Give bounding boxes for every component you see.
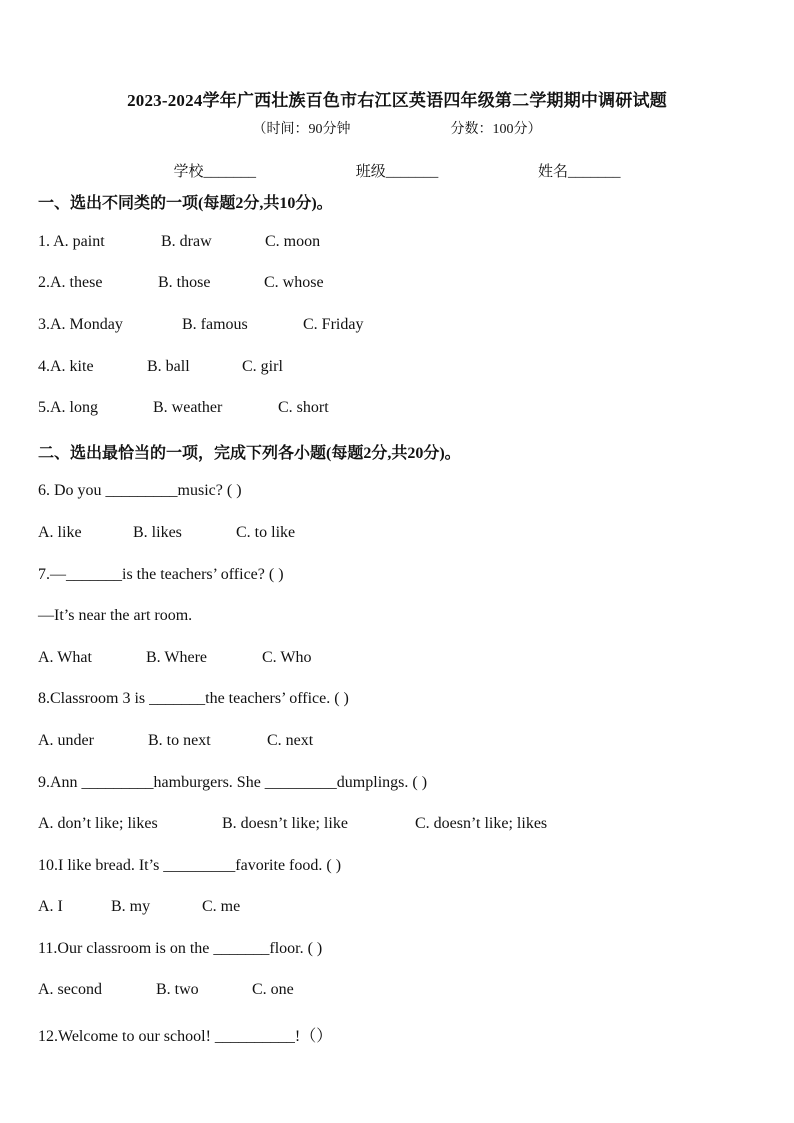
question-7-stem: 7.—_______is the teachers’ office? ( )	[38, 566, 284, 583]
q8-option-c: C. next	[267, 732, 314, 749]
q3-option-b: B. famous	[182, 316, 248, 333]
q4-option-a: 4.A. kite	[38, 358, 94, 375]
q2-option-a: 2.A. these	[38, 274, 103, 291]
question-6-options	[38, 524, 295, 542]
question-3	[38, 316, 363, 334]
q9-option-b: B. doesn’t like; like	[222, 815, 348, 832]
question-1	[38, 233, 320, 251]
q1-option-c: C. moon	[265, 233, 321, 250]
question-6-stem: 6. Do you _________music? ( )	[38, 482, 242, 499]
section1-heading: 一、选出不同类的一项(每题2分,共10分)。	[38, 195, 333, 212]
q9-option-c: C. doesn’t like; likes	[415, 815, 548, 832]
school-field: 学校_______	[173, 164, 256, 180]
q1-option-a: 1. A. paint	[38, 233, 105, 250]
score-label: 分数：100分）	[450, 122, 542, 137]
q11-option-b: B. two	[156, 981, 199, 998]
name-field: 姓名_______	[538, 164, 621, 180]
question-2	[38, 274, 324, 292]
exam-meta	[0, 118, 794, 138]
q6-option-c: C. to like	[236, 524, 296, 541]
question-10-options	[38, 898, 240, 916]
question-7-stem2: —It’s near the art room.	[38, 607, 193, 624]
q7-option-c: C. Who	[262, 649, 312, 666]
q6-option-a: A. like	[38, 524, 82, 541]
class-field: 班级_______	[355, 164, 439, 180]
q10-option-c: C. me	[202, 898, 241, 915]
q5-option-b: B. weather	[153, 399, 223, 416]
question-11-options	[38, 981, 294, 999]
q3-option-a: 3.A. Monday	[38, 316, 123, 333]
question-5	[38, 399, 329, 417]
q1-option-b: B. draw	[161, 233, 212, 250]
q11-option-a: A. second	[38, 981, 102, 998]
q4-option-c: C. girl	[242, 358, 283, 375]
time-label: （时间：90分钟	[252, 122, 351, 137]
question-12-stem: 12.Welcome to our school! __________!（）	[38, 1028, 333, 1045]
q11-option-c: C. one	[252, 981, 294, 998]
question-8-options	[38, 732, 313, 750]
q8-option-a: A. under	[38, 732, 94, 749]
student-info	[0, 160, 794, 181]
q4-option-b: B. ball	[147, 358, 190, 375]
q2-option-b: B. those	[158, 274, 211, 291]
question-11-stem: 11.Our classroom is on the _______floor. ( )	[38, 940, 323, 957]
q8-option-b: B. to next	[148, 732, 211, 749]
question-9-options	[38, 815, 547, 833]
q10-option-a: A. I	[38, 898, 63, 915]
q7-option-a: A. What	[38, 649, 92, 666]
question-9-stem: 9.Ann _________hamburgers. She _________dumplings. ( )	[38, 774, 428, 791]
q10-option-b: B. my	[111, 898, 151, 915]
question-10-stem: 10.I like bread. It’s _________favorite food. ( )	[38, 857, 342, 874]
q6-option-b: B. likes	[133, 524, 182, 541]
section2-heading: 二、选出最恰当的一项，完成下列各小题(每题2分,共20分)。	[38, 445, 461, 462]
q2-option-c: C. whose	[264, 274, 324, 291]
q9-option-a: A. don’t like; likes	[38, 815, 158, 832]
question-7-options	[38, 649, 311, 667]
question-4	[38, 358, 283, 376]
q3-option-c: C. Friday	[303, 316, 364, 333]
q5-option-c: C. short	[278, 399, 329, 416]
q7-option-b: B. Where	[146, 649, 208, 666]
q5-option-a: 5.A. long	[38, 399, 98, 416]
page-title: 2023-2024学年广西壮族百色市右江区英语四年级第二学期期中调研试题	[127, 91, 667, 110]
question-8-stem: 8.Classroom 3 is _______the teachers’ office. ( )	[38, 690, 349, 707]
